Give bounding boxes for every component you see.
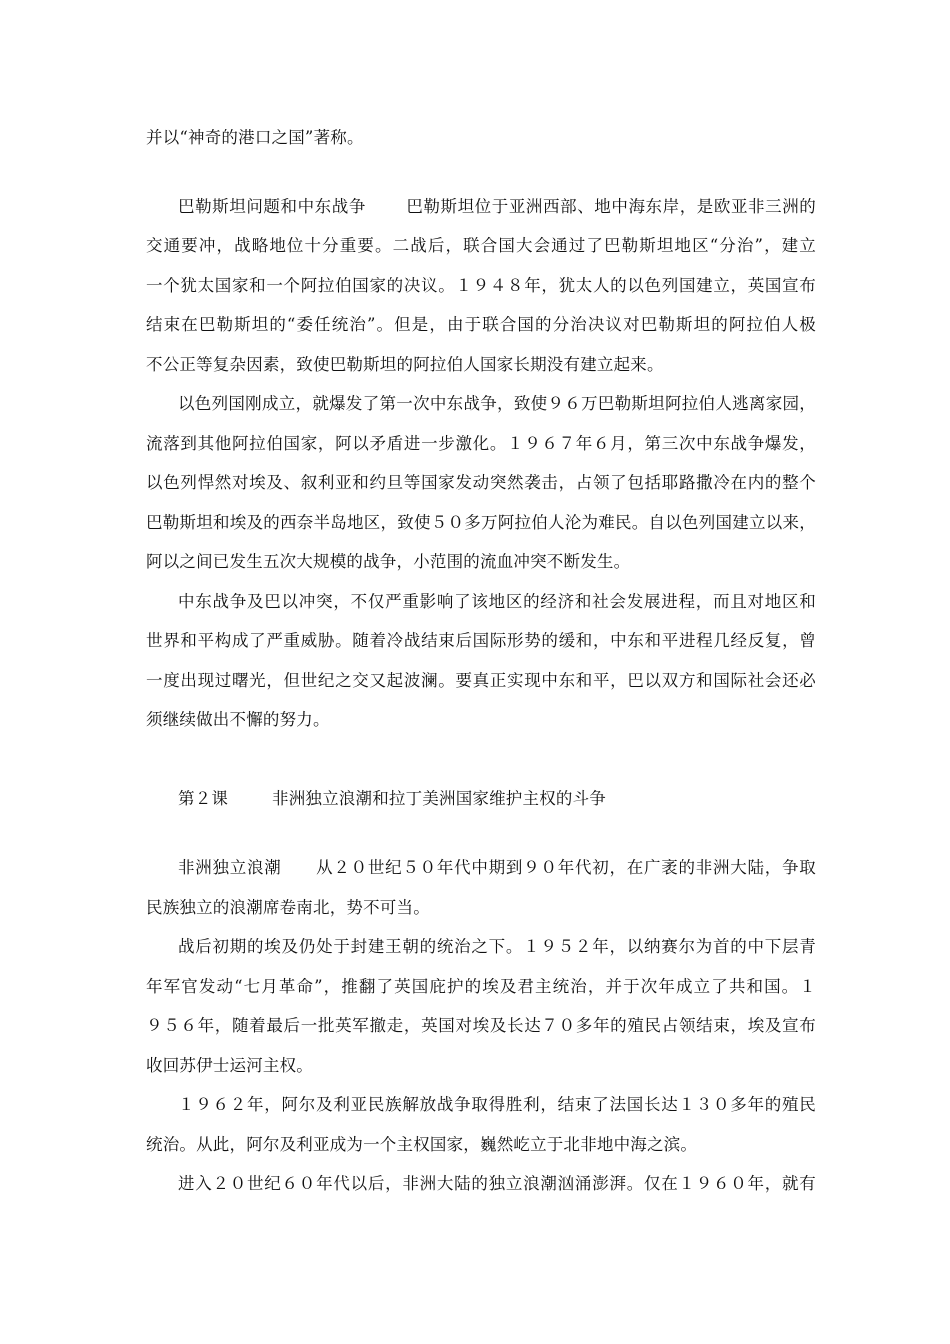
text-line: 中东战争及巴以冲突，不仅严重影响了该地区的经济和社会发展进程，而且对地区和 [178,592,816,611]
text-line: 交通要冲，战略地位十分重要。二战后，联合国大会通过了巴勒斯坦地区“分治”，建立 [146,236,816,255]
text-line: 收回苏伊士运河主权。 [146,1056,313,1075]
text-line: 以色列悍然对埃及、叙利亚和约旦等国家发动突然袭击，占领了包括耶路撒冷在内的整个 [146,473,816,492]
lesson-heading [178,788,816,810]
text-line: 年军官发动“七月革命”，推翻了英国庇护的埃及君主统治，并于次年成立了共和国。１ [146,977,816,996]
text-line: 战后初期的埃及仍处于封建王朝的统治之下。１９５２年，以纳赛尔为首的中下层青 [178,937,816,956]
text-line: 巴勒斯坦和埃及的西奈半岛地区，致使５０多万阿拉伯人沦为难民。自以色列国建立以来， [146,513,816,532]
text-line: １９６２年，阿尔及利亚民族解放战争取得胜利，结束了法国长达１３０多年的殖民 [178,1095,816,1114]
text-segment: 从２０世纪５０年代中期到９０年代初，在广袤的非洲大陆，争取 [315,858,816,877]
text-line: 阿以之间已发生五次大规模的战争，小范围的流血冲突不断发生。 [146,552,631,571]
text-line: 一度出现过曙光，但世纪之交又起波澜。要真正实现中东和平，巴以双方和国际社会还必 [146,671,816,690]
text-line: 流落到其他阿拉伯国家，阿以矛盾进一步激化。１９６７年６月，第三次中东战争爆发， [146,434,816,453]
section-heading-africa-line [178,857,816,879]
text-line: 结束在巴勒斯坦的“委任统治”。但是，由于联合国的分治决议对巴勒斯坦的阿拉伯人极 [146,315,816,334]
section-heading-africa: 非洲独立浪潮 [178,858,282,877]
text-line: 统治。从此，阿尔及利亚成为一个主权国家，巍然屹立于北非地中海之滨。 [146,1135,698,1154]
text-line: 须继续做出不懈的努力。 [146,710,330,729]
lesson-number: 第２课 [178,789,229,808]
text-line: 世界和平构成了严重威胁。随着冷战结束后国际形势的缓和，中东和平进程几经反复，曾 [146,631,816,650]
text-line: 一个犹太国家和一个阿拉伯国家的决议。１９４８年，犹太人的以色列国建立，英国宣布 [146,276,816,295]
text-line: 以色列国刚成立，就爆发了第一次中东战争，致使９６万巴勒斯坦阿拉伯人逃离家园， [178,394,816,413]
text-line: ９５６年，随着最后一批英军撤走，英国对埃及长达７０多年的殖民占领结束，埃及宣布 [146,1016,816,1035]
text-line: 进入２０世纪６０年代以后，非洲大陆的独立浪潮汹涌澎湃。仅在１９６０年，就有 [178,1174,816,1193]
section-heading-palestine-line [178,196,816,218]
text-line: 并以“神奇的港口之国”著称。 [146,128,364,147]
lesson-title: 非洲独立浪潮和拉丁美洲国家维护主权的斗争 [272,789,606,808]
text-line: 民族独立的浪潮席卷南北，势不可当。 [146,898,430,917]
section-heading-palestine: 巴勒斯坦问题和中东战争 [178,197,366,216]
text-line: 不公正等复杂因素，致使巴勒斯坦的阿拉伯人国家长期没有建立起来。 [146,355,664,374]
text-segment: 巴勒斯坦位于亚洲西部、地中海东岸，是欧亚非三洲的 [405,197,816,216]
